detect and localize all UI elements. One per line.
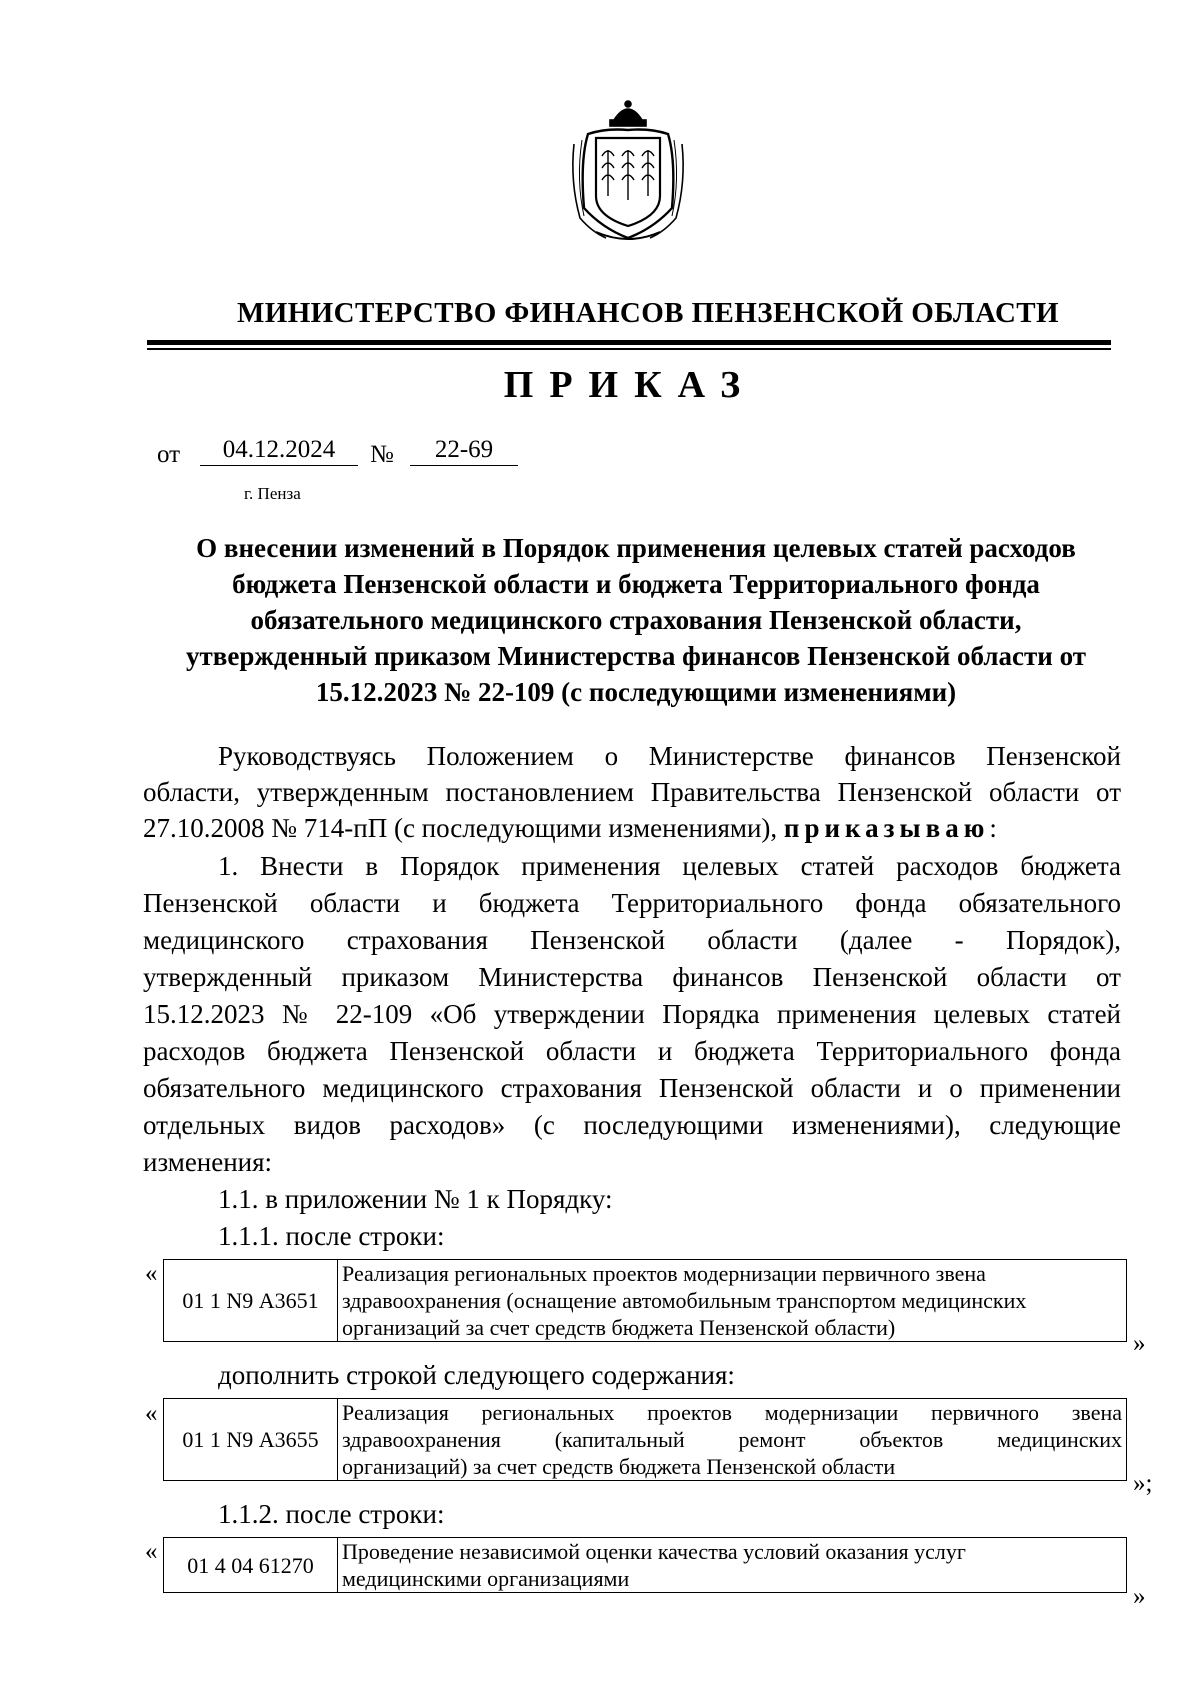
insert-table (163, 1537, 1127, 1593)
open-quote: « (145, 1400, 158, 1427)
date-prefix: от (157, 441, 181, 468)
header-rule-thin (147, 348, 1111, 350)
target-code-cell: 01 4 04 61270 (164, 1538, 338, 1593)
close-quote-semicolon: »; (1133, 1470, 1153, 1497)
open-quote: « (145, 1538, 158, 1565)
description-line: организаций) за счет средств бюджета Пензенской области (342, 1454, 896, 1479)
paragraph-line: утвержденный приказом Министерства финансов Пензенской области от (143, 962, 1121, 992)
description-cell (338, 1538, 1127, 1593)
document-subject (150, 530, 1122, 710)
coat-of-arms-emblem (566, 100, 690, 246)
subject-line: утвержденный приказом Министерства финансов Пензенской области от (186, 641, 1086, 671)
paragraph-colon: : (989, 813, 997, 843)
table-row (164, 1260, 1127, 1342)
ministry-name: МИНИСТЕРСТВО ФИНАНСОВ ПЕНЗЕНСКОЙ ОБЛАСТИ (236, 297, 1060, 329)
description-line: здравоохранения (капитальный ремонт объектов медицинских (342, 1427, 1122, 1452)
paragraph-line: медицинского страхования Пензенской области (далее - Порядок), (143, 925, 1121, 955)
description-line: медицинскими организациями (342, 1566, 630, 1591)
paragraph-line: Пензенской области и бюджета Территориального фонда обязательного (143, 888, 1121, 918)
subject-line: бюджета Пензенской области и бюджета Территориального фонда (232, 569, 1040, 599)
subject-line: О внесении изменений в Порядок применения целевых статей расходов (196, 533, 1076, 563)
description-line: здравоохранения (оснащение автомобильным транспортом медицинских (342, 1288, 1027, 1313)
order-keyword: приказываю (783, 813, 990, 843)
close-quote: » (1133, 1583, 1146, 1610)
subject-line: 15.12.2023 № 22-109 (с последующими изменениями) (315, 677, 957, 707)
paragraph-line: 1.1.1. после строки: (218, 1221, 445, 1251)
paragraph-line: области, утвержденным постановлением Правительства Пензенской области от (143, 777, 1121, 807)
paragraph-line (143, 810, 1121, 846)
insert-table (163, 1398, 1127, 1481)
description-line: Проведение независимой оценки качества условий оказания услуг (342, 1539, 966, 1564)
table-row (164, 1399, 1127, 1481)
subject-line: обязательного медицинского страхования Пензенской области, (250, 605, 1022, 635)
open-quote: « (145, 1260, 158, 1287)
close-quote: » (1133, 1330, 1146, 1357)
paragraph-line: 15.12.2023 № 22-109 «Об утверждении Порядка применения целевых статей (143, 999, 1121, 1029)
number-prefix: № (370, 441, 394, 468)
description-cell (338, 1260, 1127, 1342)
paragraph-line: отдельных видов расходов» (с последующими изменениями), следующие (143, 1110, 1121, 1140)
description-line: Реализация региональных проектов модернизации первичного звена (342, 1400, 1122, 1425)
description-line: Реализация региональных проектов модернизации первичного звена (342, 1261, 986, 1286)
paragraph-line: изменения: (143, 1147, 273, 1177)
city-label: г. Пенза (244, 484, 301, 503)
header-rule-thick (147, 340, 1111, 345)
paragraph-line: 1.1.2. после строки: (218, 1499, 445, 1529)
document-date: 04.12.2024 (200, 436, 358, 466)
paragraph-line: дополнить строкой следующего содержания: (218, 1360, 735, 1390)
paragraph-text: 27.10.2008 № 714-пП (с последующими изменениями), (143, 813, 778, 843)
paragraph-line: обязательного медицинского страхования Пензенской области и о применении (143, 1073, 1121, 1103)
target-code-cell: 01 1 N9 А3655 (164, 1399, 338, 1481)
paragraph-line: 1. Внести в Порядок применения целевых статей расходов бюджета (218, 851, 1121, 881)
paragraph-line: расходов бюджета Пензенской области и бюджета Территориального фонда (143, 1036, 1121, 1066)
paragraph-line: 1.1. в приложении № 1 к Порядку: (218, 1184, 613, 1214)
document-number: 22-69 (410, 436, 518, 466)
paragraph-line: Руководствуясь Положением о Министерстве финансов Пензенской (218, 741, 1121, 771)
description-cell (338, 1399, 1127, 1481)
insert-table (163, 1259, 1127, 1342)
target-code-cell: 01 1 N9 А3651 (164, 1260, 338, 1342)
document-title: ПРИКАЗ (503, 364, 757, 406)
description-line: организаций за счет средств бюджета Пензенской области) (342, 1315, 896, 1340)
table-row (164, 1538, 1127, 1593)
